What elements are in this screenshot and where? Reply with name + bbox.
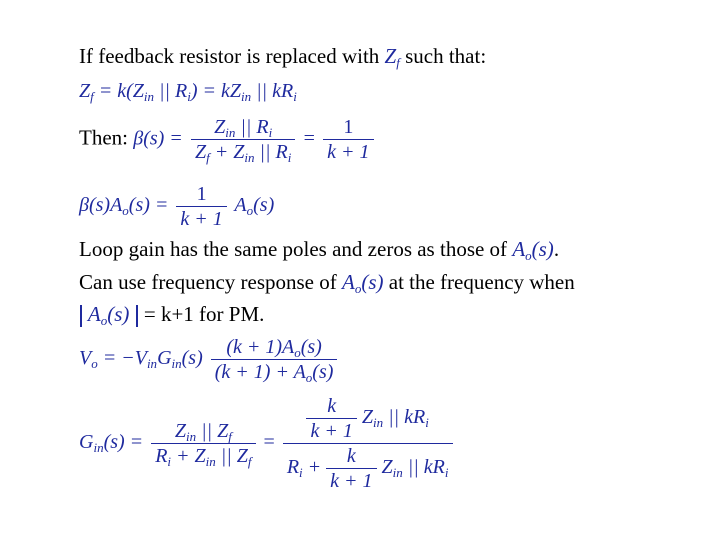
intro-line	[79, 44, 486, 68]
equation-beta-ao: $\beta(s)A_o(s)$ = $\frac{1}{k + 1}$ $A_o(s)$	[79, 183, 275, 230]
one-over-k-plus-one: $\frac{1}{k + 1}$	[176, 183, 226, 230]
then-label: Then:	[79, 125, 128, 150]
gin-fraction-1: $\frac{Z_{in} || Z_f}{R_i + Z_{in} || Z_f}$	[151, 420, 255, 467]
equation-zf: $Z_f = k(Z_{in}$ || $R_i) = kZ_{in}$ || $kR_i$	[79, 80, 297, 104]
ao-symbol-2: $A_o(s)$	[342, 270, 384, 296]
gin-fraction-2: $\frac{k}{k + 1}$ $Z_{in}$ || $kR_i$ $R_i$ + $\frac{k}{k + 1}$ $Z_{in}$ || $kR_i$	[283, 395, 453, 492]
abs-ao: $A_o(s)$	[79, 302, 139, 326]
zf-symbol: $Z_f$	[384, 44, 400, 70]
pm-line: $A_o(s) = k+1$ for PM.	[79, 302, 264, 327]
equation-beta: Then: β(s) = $\frac{Z_{in} || R_i}{Z_f + Z_{in} || R_i}$ = $\frac{1}{k + 1}$	[79, 116, 377, 163]
intro-text: If feedback resistor is replaced with	[79, 44, 380, 68]
frequency-line: Can use frequency response of $A_o(s)$ at the frequency when	[79, 270, 575, 296]
loop-gain-line: Loop gain has the same poles and zeros as those of $A_o(s)$.	[79, 237, 560, 263]
beta-fraction-2: $\frac{1}{k + 1}$	[323, 116, 373, 163]
equation-gin: $G_{in}(s)$ = $\frac{Z_{in} || Z_f}{R_i + Z_{in} || Z_f}$ = $\frac{k}{k + 1}$ $Z_{in}$ || $kR_i$ $R_i$ + $\frac{k}{k + 1}$ $Z_{in}$ || $kR_i$	[79, 395, 456, 492]
ao-symbol: $A_o(s)$	[512, 237, 554, 263]
equation-vo: $V_o = -V_{in}G_{in}(s)$ $\frac{(k + 1)A_o(s)}{(k + 1) + A_o(s)}$	[79, 336, 340, 383]
intro-tail: such that:	[405, 44, 487, 68]
beta-fraction-1: $\frac{Z_{in} || R_i}{Z_f + Z_{in} || R_i}$	[191, 116, 295, 163]
vo-fraction: $\frac{(k + 1)A_o(s)}{(k + 1) + A_o(s)}$	[211, 336, 338, 383]
